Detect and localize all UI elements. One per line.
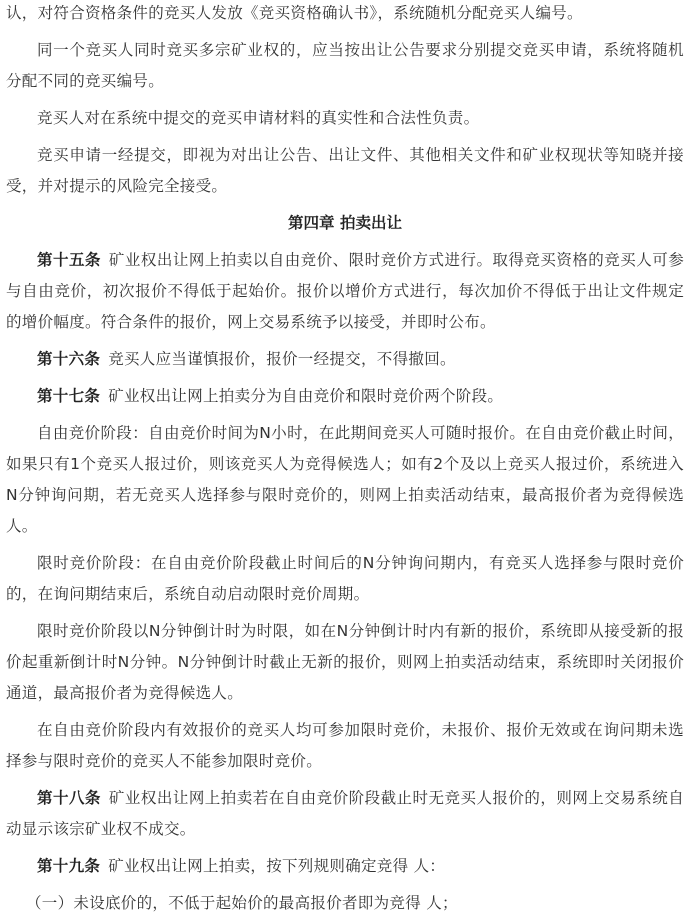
article-label: 第十八条: [37, 789, 101, 807]
article-text: 矿业权出让网上拍卖若在自由竞价阶段截止时无竞买人报价的，则网上交易系统自动显示该宗矿业权不成交。: [6, 789, 684, 838]
article-label: 第十六条: [37, 350, 101, 368]
paragraph: 限时竞价阶段以N分钟倒计时为时限，如在N分钟倒计时内有新的报价，系统即从接受新的报价起重新倒计时N分钟。N分钟倒计时截止无新的报价，则网上拍卖活动结束，系统即时关闭报价通道，最高报价者为竞得候选人。: [6, 622, 684, 702]
article-text: 矿业权出让网上拍卖以自由竞价、限时竞价方式进行。取得竞买资格的竞买人可参与自由竞价，初次报价不得低于起始价。报价以增价方式进行，每次加价不得低于出让文件规定的增价幅度。符合条件的报价，网上交易系统予以接受，并即时公布。: [6, 251, 684, 331]
paragraph: 在自由竞价阶段内有效报价的竞买人均可参加限时竞价，未报价、报价无效或在询问期未选择参与限时竞价的竞买人不能参加限时竞价。: [6, 721, 684, 770]
article-15: [6, 245, 684, 338]
article-19: [6, 851, 684, 882]
article-label: 第十五条: [37, 251, 101, 269]
article-16: [6, 344, 684, 375]
article-text: 矿业权出让网上拍卖，按下列规则确定竞得 人：: [108, 857, 446, 875]
chapter-title: 第四章 拍卖出让: [288, 214, 402, 232]
article-text: 竞买人应当谨慎报价，报价一经提交，不得撤回。: [108, 350, 456, 368]
paragraph: 认，对符合资格条件的竞买人发放《竞买资格确认书》，系统随机分配竞买人编号。: [6, 4, 583, 22]
list-item: （一）未设底价的，不低于起始价的最高报价者即为竞得 人；: [26, 894, 458, 912]
article-17: [6, 381, 684, 412]
article-18: [6, 783, 684, 845]
article-label: 第十九条: [37, 857, 101, 875]
paragraph: 自由竞价阶段：自由竞价时间为N小时，在此期间竞买人可随时报价。在自由竞价截止时间，如果只有1个竞买人报过价，则该竞买人为竞得候选人；如有2个及以上竞买人报过价，系统进入N分钟询问期，若无竞买人选择参与限时竞价的，则网上拍卖活动结束，最高报价者为竞得候选人。: [6, 424, 684, 535]
paragraph: 竞买人对在系统中提交的竞买申请材料的真实性和合法性负责。: [37, 109, 480, 127]
document-body: [6, 0, 684, 919]
paragraph: 竞买申请一经提交，即视为对出让公告、出让文件、其他相关文件和矿业权现状等知晓并接受，并对提示的风险完全接受。: [6, 146, 684, 195]
article-text: 矿业权出让网上拍卖分为自由竞价和限时竞价两个阶段。: [108, 387, 504, 405]
paragraph: 同一个竞买人同时竞买多宗矿业权的，应当按出让公告要求分别提交竞买申请，系统将随机分配不同的竞买编号。: [6, 41, 684, 90]
article-label: 第十七条: [37, 387, 101, 405]
paragraph: 限时竞价阶段：在自由竞价阶段截止时间后的N分钟询问期内，有竞买人选择参与限时竞价的，在询问期结束后，系统自动启动限时竞价周期。: [6, 554, 684, 603]
